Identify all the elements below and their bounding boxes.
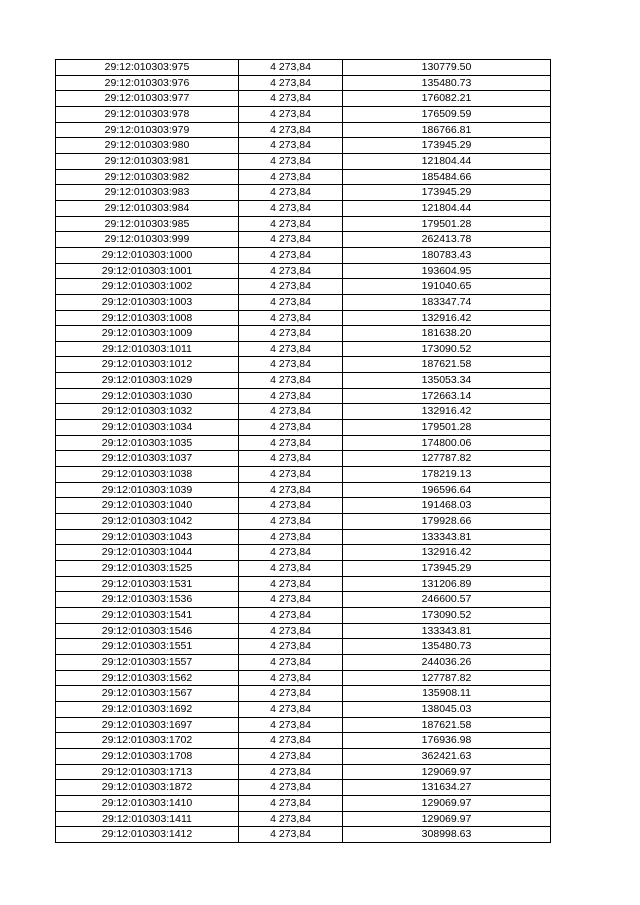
table-row [56, 310, 551, 326]
cadastral-value-cell: 179501.28 [343, 216, 551, 232]
cadastral-number-cell: 29:12:010303:1546 [56, 623, 239, 639]
table-row [56, 373, 551, 389]
cadastral-number-cell: 29:12:010303:1008 [56, 310, 239, 326]
cadastral-number-cell: 29:12:010303:1562 [56, 670, 239, 686]
rate-cell: 4 273,84 [239, 529, 343, 545]
rate-cell: 4 273,84 [239, 576, 343, 592]
rate-cell: 4 273,84 [239, 545, 343, 561]
rate-cell: 4 273,84 [239, 451, 343, 467]
cadastral-number-cell: 29:12:010303:1035 [56, 435, 239, 451]
cadastral-number-cell: 29:12:010303:978 [56, 106, 239, 122]
cadastral-value-cell: 176509.59 [343, 106, 551, 122]
table-row [56, 670, 551, 686]
cadastral-value-cell: 308998.63 [343, 827, 551, 843]
table-row [56, 263, 551, 279]
cadastral-value-cell: 135480.73 [343, 75, 551, 91]
cadastral-value-cell: 127787.82 [343, 451, 551, 467]
cadastral-number-cell: 29:12:010303:1697 [56, 717, 239, 733]
cadastral-number-cell: 29:12:010303:1037 [56, 451, 239, 467]
table-row [56, 106, 551, 122]
cadastral-number-cell: 29:12:010303:1012 [56, 357, 239, 373]
table-row [56, 498, 551, 514]
cadastral-value-cell: 132916.42 [343, 545, 551, 561]
rate-cell: 4 273,84 [239, 373, 343, 389]
cadastral-value-cell: 172663.14 [343, 388, 551, 404]
table-row [56, 654, 551, 670]
cadastral-value-cell: 129069.97 [343, 795, 551, 811]
cadastral-number-cell: 29:12:010303:1702 [56, 733, 239, 749]
cadastral-number-cell: 29:12:010303:985 [56, 216, 239, 232]
rate-cell: 4 273,84 [239, 200, 343, 216]
table-row [56, 341, 551, 357]
cadastral-value-cell: 173945.29 [343, 561, 551, 577]
table-row [56, 60, 551, 76]
rate-cell: 4 273,84 [239, 639, 343, 655]
cadastral-number-cell: 29:12:010303:1567 [56, 686, 239, 702]
cadastral-number-cell: 29:12:010303:1002 [56, 279, 239, 295]
table-row [56, 623, 551, 639]
table-row [56, 576, 551, 592]
cadastral-number-cell: 29:12:010303:1541 [56, 607, 239, 623]
cadastral-number-cell: 29:12:010303:1000 [56, 247, 239, 263]
cadastral-value-cell: 362421.63 [343, 748, 551, 764]
cadastral-value-cell: 132916.42 [343, 404, 551, 420]
cadastral-number-cell: 29:12:010303:983 [56, 185, 239, 201]
cadastral-number-cell: 29:12:010303:1536 [56, 592, 239, 608]
cadastral-value-cell: 262413.78 [343, 232, 551, 248]
rate-cell: 4 273,84 [239, 310, 343, 326]
cadastral-number-cell: 29:12:010303:1011 [56, 341, 239, 357]
cadastral-value-cell: 127787.82 [343, 670, 551, 686]
rate-cell: 4 273,84 [239, 185, 343, 201]
rate-cell: 4 273,84 [239, 701, 343, 717]
cadastral-value-cell: 174800.06 [343, 435, 551, 451]
cadastral-number-cell: 29:12:010303:1410 [56, 795, 239, 811]
rate-cell: 4 273,84 [239, 169, 343, 185]
table-body [56, 60, 551, 843]
cadastral-value-cell: 121804.44 [343, 153, 551, 169]
cadastral-value-cell: 133343.81 [343, 623, 551, 639]
rate-cell: 4 273,84 [239, 122, 343, 138]
table-row [56, 169, 551, 185]
rate-cell: 4 273,84 [239, 748, 343, 764]
table-row [56, 701, 551, 717]
cadastral-number-cell: 29:12:010303:1557 [56, 654, 239, 670]
cadastral-number-cell: 29:12:010303:979 [56, 122, 239, 138]
cadastral-number-cell: 29:12:010303:1525 [56, 561, 239, 577]
cadastral-number-cell: 29:12:010303:1411 [56, 811, 239, 827]
cadastral-number-cell: 29:12:010303:1039 [56, 482, 239, 498]
rate-cell: 4 273,84 [239, 623, 343, 639]
table-row [56, 561, 551, 577]
cadastral-number-cell: 29:12:010303:1872 [56, 780, 239, 796]
rate-cell: 4 273,84 [239, 341, 343, 357]
cadastral-value-cell: 180783.43 [343, 247, 551, 263]
cadastral-value-cell: 176082.21 [343, 91, 551, 107]
table-row [56, 153, 551, 169]
cadastral-value-cell: 185484.66 [343, 169, 551, 185]
table-row [56, 733, 551, 749]
cadastral-value-cell: 187621.58 [343, 717, 551, 733]
cadastral-value-cell: 131206.89 [343, 576, 551, 592]
rate-cell: 4 273,84 [239, 686, 343, 702]
table-row [56, 780, 551, 796]
rate-cell: 4 273,84 [239, 279, 343, 295]
table-row [56, 545, 551, 561]
rate-cell: 4 273,84 [239, 232, 343, 248]
cadastral-number-cell: 29:12:010303:1531 [56, 576, 239, 592]
rate-cell: 4 273,84 [239, 795, 343, 811]
cadastral-value-cell: 135480.73 [343, 639, 551, 655]
cadastral-number-cell: 29:12:010303:1034 [56, 420, 239, 436]
cadastral-value-cell: 121804.44 [343, 200, 551, 216]
cadastral-value-cell: 196596.64 [343, 482, 551, 498]
table-row [56, 467, 551, 483]
rate-cell: 4 273,84 [239, 106, 343, 122]
table-row [56, 247, 551, 263]
table-row [56, 216, 551, 232]
cadastral-number-cell: 29:12:010303:1708 [56, 748, 239, 764]
table-row [56, 420, 551, 436]
table-row [56, 514, 551, 530]
rate-cell: 4 273,84 [239, 561, 343, 577]
cadastral-value-cell: 246600.57 [343, 592, 551, 608]
cadastral-value-cell: 129069.97 [343, 764, 551, 780]
cadastral-value-cell: 173090.52 [343, 607, 551, 623]
rate-cell: 4 273,84 [239, 764, 343, 780]
cadastral-value-cell: 130779.50 [343, 60, 551, 76]
cadastral-number-cell: 29:12:010303:984 [56, 200, 239, 216]
cadastral-value-cell: 181638.20 [343, 326, 551, 342]
rate-cell: 4 273,84 [239, 388, 343, 404]
table-row [56, 811, 551, 827]
rate-cell: 4 273,84 [239, 326, 343, 342]
table-row [56, 279, 551, 295]
rate-cell: 4 273,84 [239, 75, 343, 91]
rate-cell: 4 273,84 [239, 827, 343, 843]
cadastral-number-cell: 29:12:010303:981 [56, 153, 239, 169]
cadastral-value-cell: 132916.42 [343, 310, 551, 326]
rate-cell: 4 273,84 [239, 670, 343, 686]
table-row [56, 326, 551, 342]
cadastral-value-cell: 133343.81 [343, 529, 551, 545]
cadastral-value-cell: 191040.65 [343, 279, 551, 295]
cadastral-value-cell: 173090.52 [343, 341, 551, 357]
table-row [56, 686, 551, 702]
table-row [56, 122, 551, 138]
table-row [56, 764, 551, 780]
rate-cell: 4 273,84 [239, 247, 343, 263]
cadastral-number-cell: 29:12:010303:982 [56, 169, 239, 185]
table-row [56, 639, 551, 655]
rate-cell: 4 273,84 [239, 717, 343, 733]
cadastral-number-cell: 29:12:010303:1551 [56, 639, 239, 655]
cadastral-value-cell: 186766.81 [343, 122, 551, 138]
cadastral-number-cell: 29:12:010303:1029 [56, 373, 239, 389]
rate-cell: 4 273,84 [239, 592, 343, 608]
rate-cell: 4 273,84 [239, 404, 343, 420]
cadastral-number-cell: 29:12:010303:980 [56, 138, 239, 154]
cadastral-value-cell: 191468.03 [343, 498, 551, 514]
rate-cell: 4 273,84 [239, 153, 343, 169]
rate-cell: 4 273,84 [239, 514, 343, 530]
cadastral-number-cell: 29:12:010303:1003 [56, 294, 239, 310]
cadastral-value-cell: 131634.27 [343, 780, 551, 796]
table-row [56, 529, 551, 545]
cadastral-number-cell: 29:12:010303:1043 [56, 529, 239, 545]
rate-cell: 4 273,84 [239, 498, 343, 514]
table-row [56, 482, 551, 498]
table-row [56, 607, 551, 623]
rate-cell: 4 273,84 [239, 780, 343, 796]
rate-cell: 4 273,84 [239, 60, 343, 76]
cadastral-value-table [55, 59, 551, 843]
rate-cell: 4 273,84 [239, 294, 343, 310]
cadastral-number-cell: 29:12:010303:1412 [56, 827, 239, 843]
table-row [56, 435, 551, 451]
rate-cell: 4 273,84 [239, 91, 343, 107]
rate-cell: 4 273,84 [239, 263, 343, 279]
rate-cell: 4 273,84 [239, 138, 343, 154]
table-row [56, 232, 551, 248]
table-row [56, 294, 551, 310]
cadastral-number-cell: 29:12:010303:1038 [56, 467, 239, 483]
cadastral-number-cell: 29:12:010303:1009 [56, 326, 239, 342]
cadastral-value-cell: 179928.66 [343, 514, 551, 530]
cadastral-number-cell: 29:12:010303:1040 [56, 498, 239, 514]
table-row [56, 388, 551, 404]
cadastral-number-cell: 29:12:010303:1042 [56, 514, 239, 530]
rate-cell: 4 273,84 [239, 420, 343, 436]
table-row [56, 185, 551, 201]
cadastral-value-cell: 135908.11 [343, 686, 551, 702]
table-row [56, 592, 551, 608]
cadastral-value-cell: 187621.58 [343, 357, 551, 373]
cadastral-number-cell: 29:12:010303:1030 [56, 388, 239, 404]
cadastral-value-cell: 244036.26 [343, 654, 551, 670]
cadastral-number-cell: 29:12:010303:1032 [56, 404, 239, 420]
rate-cell: 4 273,84 [239, 357, 343, 373]
table-row [56, 404, 551, 420]
cadastral-number-cell: 29:12:010303:977 [56, 91, 239, 107]
table-row [56, 138, 551, 154]
rate-cell: 4 273,84 [239, 733, 343, 749]
rate-cell: 4 273,84 [239, 435, 343, 451]
cadastral-value-cell: 135053.34 [343, 373, 551, 389]
cadastral-number-cell: 29:12:010303:976 [56, 75, 239, 91]
rate-cell: 4 273,84 [239, 607, 343, 623]
cadastral-value-cell: 173945.29 [343, 138, 551, 154]
table-row [56, 748, 551, 764]
rate-cell: 4 273,84 [239, 811, 343, 827]
rate-cell: 4 273,84 [239, 654, 343, 670]
cadastral-number-cell: 29:12:010303:1001 [56, 263, 239, 279]
cadastral-value-cell: 179501.28 [343, 420, 551, 436]
cadastral-number-cell: 29:12:010303:999 [56, 232, 239, 248]
rate-cell: 4 273,84 [239, 216, 343, 232]
cadastral-value-cell: 178219.13 [343, 467, 551, 483]
table-row [56, 827, 551, 843]
rate-cell: 4 273,84 [239, 467, 343, 483]
cadastral-value-cell: 176936.98 [343, 733, 551, 749]
cadastral-value-cell: 183347.74 [343, 294, 551, 310]
cadastral-number-cell: 29:12:010303:975 [56, 60, 239, 76]
table-row [56, 451, 551, 467]
table-row [56, 357, 551, 373]
table-row [56, 717, 551, 733]
table-row [56, 91, 551, 107]
cadastral-value-cell: 193604.95 [343, 263, 551, 279]
cadastral-number-cell: 29:12:010303:1713 [56, 764, 239, 780]
cadastral-value-cell: 138045.03 [343, 701, 551, 717]
table-row [56, 75, 551, 91]
table-row [56, 795, 551, 811]
cadastral-value-cell: 173945.29 [343, 185, 551, 201]
rate-cell: 4 273,84 [239, 482, 343, 498]
cadastral-value-cell: 129069.97 [343, 811, 551, 827]
table-row [56, 200, 551, 216]
cadastral-number-cell: 29:12:010303:1692 [56, 701, 239, 717]
cadastral-number-cell: 29:12:010303:1044 [56, 545, 239, 561]
